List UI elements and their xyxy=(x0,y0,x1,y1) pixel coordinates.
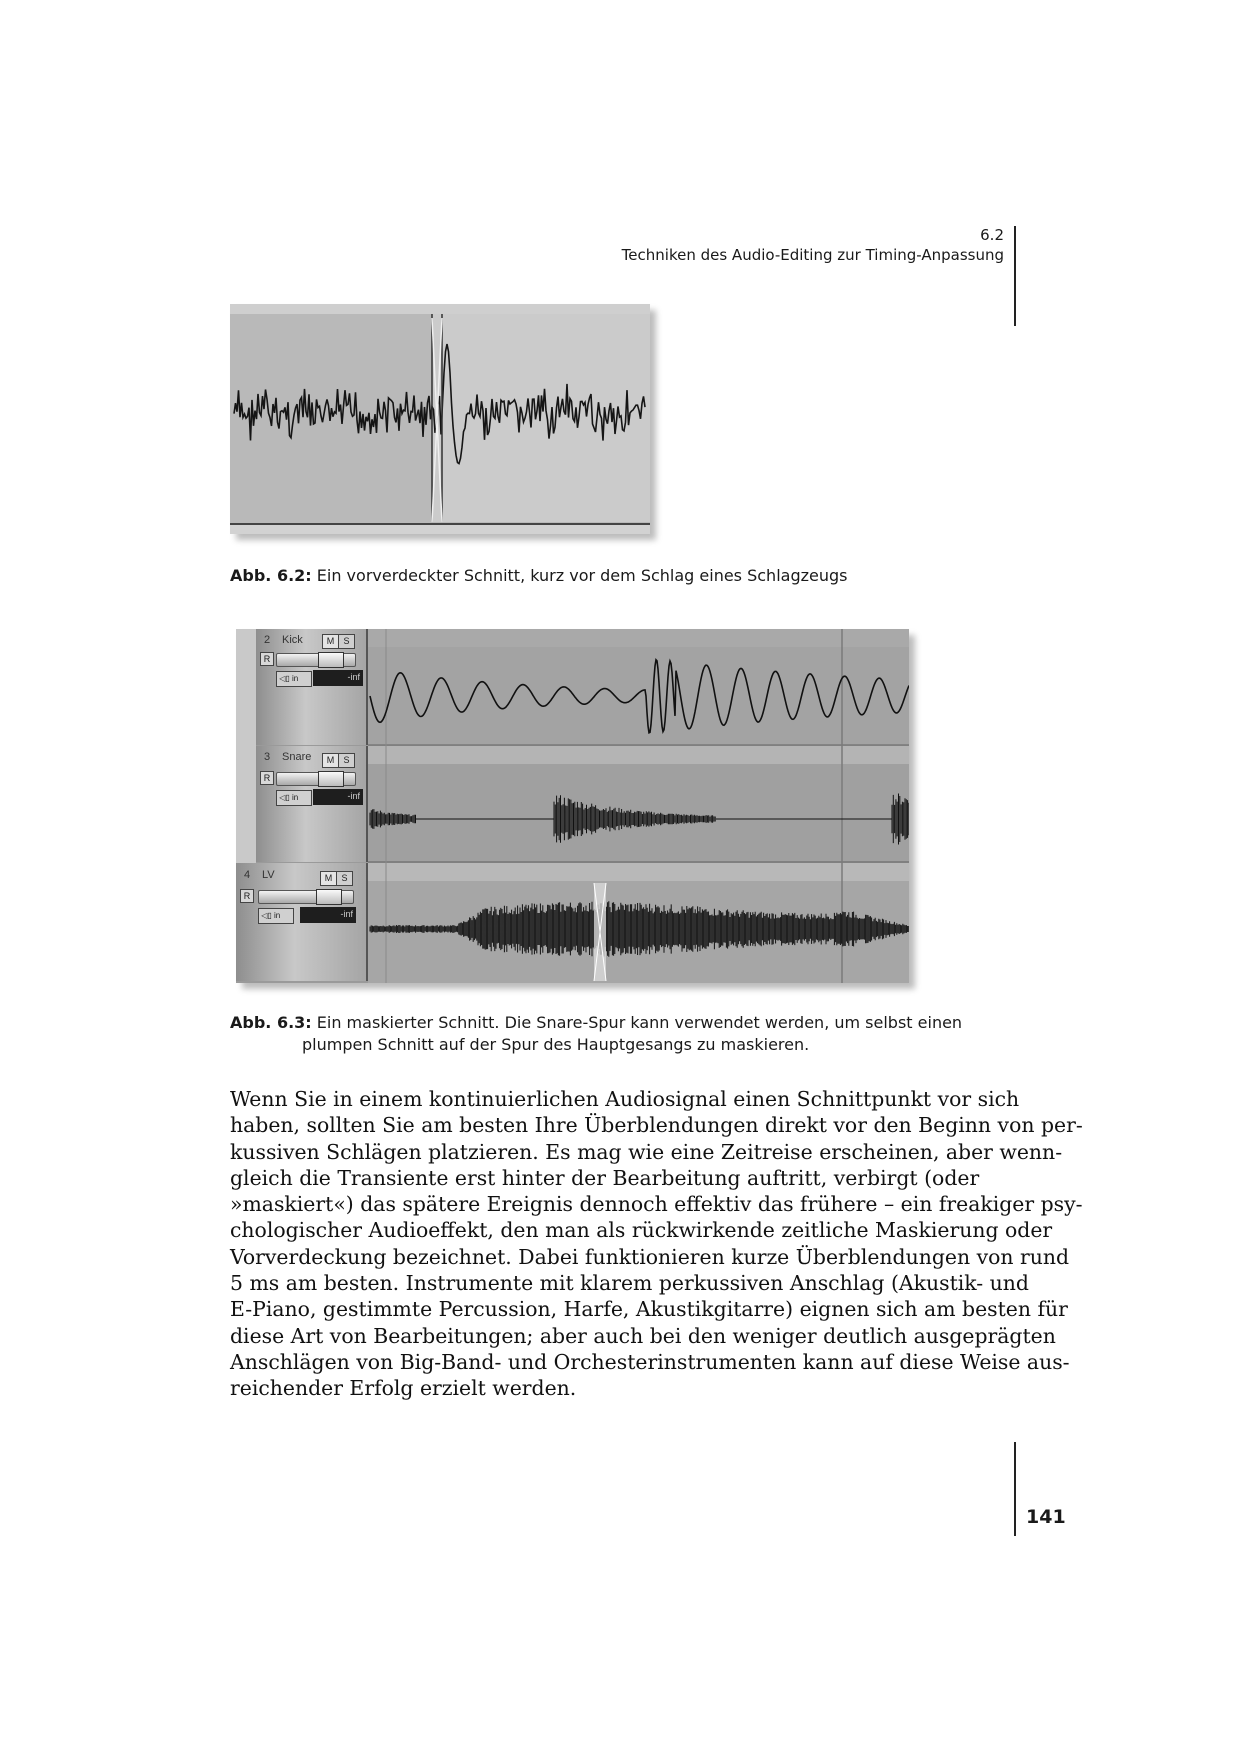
speaker-icon: ◁▯ xyxy=(277,793,290,802)
record-button[interactable]: R xyxy=(260,652,274,666)
input-label: in xyxy=(274,911,281,920)
header-rule xyxy=(1014,226,1016,326)
figure-6-2-waveform xyxy=(230,304,650,534)
body-line: chologischer Audioeffekt, den man als rückwirkende zeitliche Maskierung oder xyxy=(230,1218,1053,1243)
caption-text: Ein maskierter Schnitt. Die Snare-Spur kann verwendet werden, um selbst einen xyxy=(311,1013,963,1032)
record-button[interactable]: R xyxy=(240,889,254,903)
input-label: in xyxy=(292,793,299,802)
track-number: 2 xyxy=(264,634,271,646)
body-line: reichender Erfolg erzielt werden. xyxy=(230,1376,577,1401)
section-number: 6.2 xyxy=(980,226,1004,244)
track-number: 3 xyxy=(264,751,271,763)
figure-6-2-caption xyxy=(230,565,847,587)
mute-button[interactable]: M xyxy=(322,753,339,768)
caption-label: Abb. 6.2: xyxy=(230,566,312,585)
lv-lane-ruler xyxy=(368,863,909,881)
level-meter: -inf xyxy=(313,670,363,686)
body-line: diese Art von Bearbeitungen; aber auch bei den weniger deutlich ausgeprägten xyxy=(230,1323,1056,1348)
solo-button[interactable]: S xyxy=(338,634,355,649)
body-line: gleich die Transiente erst hinter der Bearbeitung auftritt, verbirgt (oder xyxy=(230,1165,980,1190)
body-line: E-Piano, gestimmte Percussion, Harfe, Akustikgitarre) eignen sich am besten für xyxy=(230,1297,1068,1322)
body-line: Anschlägen von Big-Band- und Orchesterinstrumenten kann auf diese Weise aus- xyxy=(230,1349,1070,1374)
caption-text-line2: plumpen Schnitt auf der Spur des Hauptgesangs zu maskieren. xyxy=(302,1035,810,1054)
track-name: LV xyxy=(262,869,275,881)
page-number: 141 xyxy=(1026,1506,1066,1528)
speaker-icon: ◁▯ xyxy=(277,674,290,683)
record-button[interactable]: R xyxy=(260,771,274,785)
multitrack-waveforms xyxy=(236,629,909,983)
mute-button[interactable]: M xyxy=(322,634,339,649)
figure-6-3-multitrack xyxy=(236,629,909,983)
level-meter: -inf xyxy=(300,907,356,923)
kick-lane xyxy=(368,647,909,745)
solo-button[interactable]: S xyxy=(336,871,353,886)
mute-button[interactable]: M xyxy=(320,871,337,886)
figure-6-3-caption xyxy=(230,1012,990,1056)
caption-text: Ein vorverdeckter Schnitt, kurz vor dem Schlag eines Schlagzeugs xyxy=(311,566,848,585)
waveform-svg xyxy=(230,304,650,534)
body-line: haben, sollten Sie am besten Ihre Überblendungen direkt vor den Beginn von per- xyxy=(230,1113,1083,1138)
body-paragraph xyxy=(230,1086,1083,1402)
track-name: Snare xyxy=(282,751,312,763)
track-number: 4 xyxy=(244,869,251,881)
body-line: Vorverdeckung bezeichnet. Dabei funktionieren kurze Überblendungen von rund xyxy=(230,1244,1070,1269)
running-header-title: Techniken des Audio-Editing zur Timing-Anpassung xyxy=(621,246,1004,264)
speaker-icon: ◁▯ xyxy=(259,911,272,920)
caption-label: Abb. 6.3: xyxy=(230,1013,312,1032)
body-line: kussiven Schlägen platzieren. Es mag wie eine Zeitreise erscheinen, aber wenn- xyxy=(230,1139,1063,1164)
snare-lane-ruler xyxy=(368,746,909,764)
footer-rule xyxy=(1014,1442,1016,1536)
input-label: in xyxy=(292,674,299,683)
body-line: Wenn Sie in einem kontinuierlichen Audiosignal einen Schnittpunkt vor sich xyxy=(230,1087,1020,1111)
kick-lane-ruler xyxy=(368,629,909,647)
solo-button[interactable]: S xyxy=(338,753,355,768)
track-name: Kick xyxy=(282,634,303,646)
level-meter: -inf xyxy=(313,789,363,805)
body-line: 5 ms am besten. Instrumente mit klarem perkussiven Anschlag (Akustik- und xyxy=(230,1271,1029,1296)
body-line: »maskiert«) das spätere Ereignis dennoch effektiv das frühere – ein freakiger psy- xyxy=(230,1192,1083,1217)
